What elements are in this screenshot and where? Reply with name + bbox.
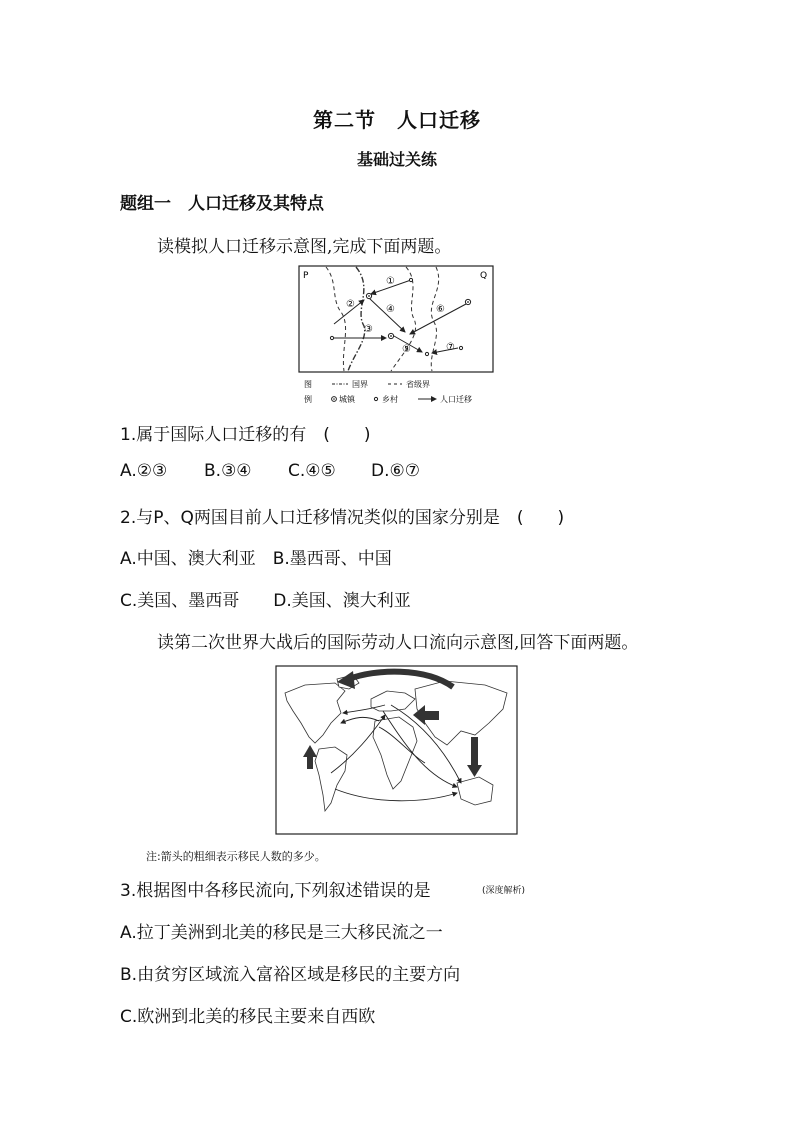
country-p-label: P xyxy=(303,271,309,281)
map-note: 注:箭头的粗细表示移民人数的多少。 xyxy=(146,850,326,863)
legend-national-border: 国界 xyxy=(352,380,368,389)
town-marker-dot xyxy=(390,335,392,337)
question-1-option-a[interactable]: A.②③ xyxy=(120,461,168,481)
question-2-stem: 2.与P、Q两国目前人口迁移情况类似的国家分别是 ( ) xyxy=(120,508,565,528)
page-title: 第二节 人口迁移 xyxy=(313,108,481,132)
town-marker-dot xyxy=(368,295,370,297)
question-3-option-c[interactable]: C.欧洲到北美的移民主要来自西欧 xyxy=(120,1007,376,1027)
section-heading: 题组一 人口迁移及其特点 xyxy=(120,194,324,214)
world-migration-map xyxy=(275,665,518,835)
legend-provincial-border: 省级界 xyxy=(406,380,430,389)
question-3-tag: (深度解析) xyxy=(482,886,526,896)
town-marker-dot xyxy=(467,301,469,303)
intro-paragraph-2: 读第二次世界大战后的国际劳动人口流向示意图,回答下面两题。 xyxy=(157,633,639,653)
village-marker xyxy=(459,346,462,349)
arrow-asia-to-australia-body xyxy=(471,737,478,767)
question-2-options-line-1[interactable]: A.中国、澳大利亚 B.墨西哥、中国 xyxy=(120,549,392,569)
label-1: ① xyxy=(386,276,395,287)
provincial-border xyxy=(326,267,346,371)
question-3-stem: 3.根据图中各移民流向,下列叙述错误的是 xyxy=(120,881,431,901)
migration-diagram xyxy=(296,264,500,409)
legend-village: 乡村 xyxy=(382,395,398,404)
legend-title-2: 例 xyxy=(304,395,312,404)
national-border xyxy=(348,267,365,371)
legend-title-1: 图 xyxy=(304,380,312,389)
label-3: ③ xyxy=(364,324,373,335)
label-6: ⑥ xyxy=(436,304,445,315)
diagram-frame xyxy=(299,266,493,372)
legend-town: 城镇 xyxy=(339,395,355,404)
question-3-option-b[interactable]: B.由贫穷区域流入富裕区域是移民的主要方向 xyxy=(120,965,461,985)
legend-migration: 人口迁移 xyxy=(440,395,472,404)
question-1-stem: 1.属于国际人口迁移的有 ( ) xyxy=(120,425,371,445)
intro-paragraph-1: 读模拟人口迁移示意图,完成下面两题。 xyxy=(157,237,452,257)
label-7: ⑦ xyxy=(446,342,455,353)
question-1-option-c[interactable]: C.④⑤ xyxy=(288,461,336,481)
page-subtitle: 基础过关练 xyxy=(356,150,437,169)
country-q-label: Q xyxy=(480,271,488,281)
village-marker xyxy=(330,336,333,339)
legend-village-icon xyxy=(374,397,377,400)
arrow-latin-america-to-north-america-body xyxy=(307,755,313,769)
label-5: ⑤ xyxy=(402,344,411,355)
question-1-option-d[interactable]: D.⑥⑦ xyxy=(371,461,420,481)
question-1-option-b[interactable]: B.③④ xyxy=(204,461,252,481)
legend-town-icon-dot xyxy=(333,398,335,400)
village-marker xyxy=(409,278,412,281)
village-marker xyxy=(425,352,428,355)
question-2-options-line-2[interactable]: C.美国、墨西哥 D.美国、澳大利亚 xyxy=(120,591,411,611)
label-4: ④ xyxy=(386,304,395,315)
arrow-asia-to-europe-body xyxy=(423,711,439,720)
label-2: ② xyxy=(346,299,355,310)
question-3-option-a[interactable]: A.拉丁美洲到北美的移民是三大移民流之一 xyxy=(120,923,443,943)
